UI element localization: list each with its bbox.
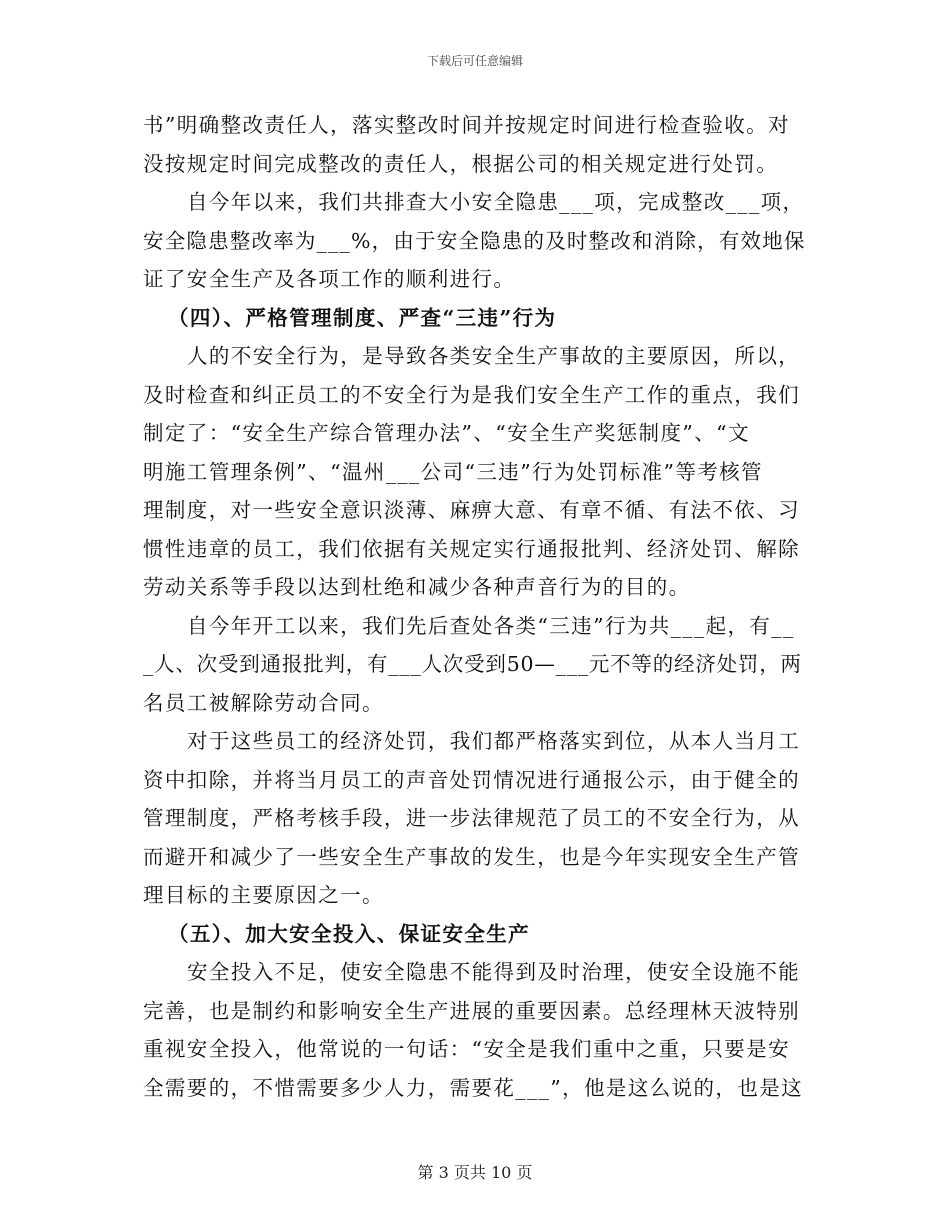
body-line: 明施工管理条例”、“温州___公司“三违”行为处罚标准”等考核管 bbox=[143, 459, 763, 484]
body-line: 对于这些员工的经济处罚，我们都严格落实到位，从本人当月工 bbox=[187, 729, 801, 753]
body-line: 自今年以来，我们共排查大小安全隐患___项，完成整改___项， bbox=[187, 190, 805, 214]
body-line: 书”明确整改责任人，落实整改时间并按规定时间进行检查验收。对 bbox=[143, 113, 790, 137]
body-line: 安全隐患整改率为___%，由于安全隐患的及时整改和消除，有效地保 bbox=[143, 228, 806, 253]
body-line: 而避开和减少了一些安全生产事故的发生，也是今年实现安全生产管 bbox=[143, 844, 800, 869]
body-line: 及时检查和纠正员工的不安全行为是我们安全生产工作的重点，我们 bbox=[143, 382, 800, 407]
body-line: 管理制度，严格考核手段，进一步法律规范了员工的不安全行为，从 bbox=[143, 806, 800, 830]
body-line: 名员工被解除劳动合同。 bbox=[143, 690, 384, 715]
body-line: 惯性违章的员工，我们依据有关规定实行通报批判、经济处罚、解除 bbox=[143, 536, 800, 561]
document-body bbox=[143, 106, 808, 1107]
body-line: 重视安全投入，他常说的一句话：“安全是我们重中之重，只要是安 bbox=[143, 1037, 790, 1061]
section-heading: （五）、加大安全投入、保证安全生产 bbox=[168, 921, 531, 946]
body-line: _人、次受到通报批判，有___人次受到50—___元不等的经济处罚，两 bbox=[143, 652, 802, 676]
body-line: 制定了：“安全生产综合管理办法”、“安全生产奖惩制度”、“文 bbox=[143, 421, 750, 445]
page-header: 下载后可任意编辑 bbox=[426, 54, 523, 68]
body-line: 安全投入不足，使安全隐患不能得到及时治理，使安全设施不能 bbox=[187, 960, 801, 984]
body-line: 人的不安全行为，是导致各类安全生产事故的主要原因，所以， bbox=[187, 344, 801, 368]
body-line: 完善，也是制约和影响安全生产进展的重要因素。总经理林天波特别 bbox=[143, 998, 800, 1023]
body-line: 全需要的，不惜需要多少人力，需要花___”，他是这么说的，也是这 bbox=[143, 1075, 804, 1100]
body-line: 理目标的主要原因之一。 bbox=[143, 883, 384, 907]
body-line: 证了安全生产及各项工作的顺利进行。 bbox=[143, 267, 516, 291]
section-heading: （四）、严格管理制度、严查“三违”行为 bbox=[168, 305, 557, 330]
body-line: 劳动关系等手段以达到杜绝和减少各种声音行为的目的。 bbox=[143, 575, 691, 599]
body-line: 理制度，对一些安全意识淡薄、麻痹大意、有章不循、有法不依、习 bbox=[143, 498, 800, 522]
body-line: 自今年开工以来，我们先后查处各类“三违”行为共___起，有__ bbox=[187, 613, 795, 638]
body-line: 资中扣除，并将当月员工的声音处罚情况进行通报公示，由于健全的 bbox=[143, 767, 800, 792]
page-number: 第 3 页共 10 页 bbox=[417, 1163, 533, 1182]
body-line: 没按规定时间完成整改的责任人，根据公司的相关规定进行处罚。 bbox=[143, 151, 779, 176]
